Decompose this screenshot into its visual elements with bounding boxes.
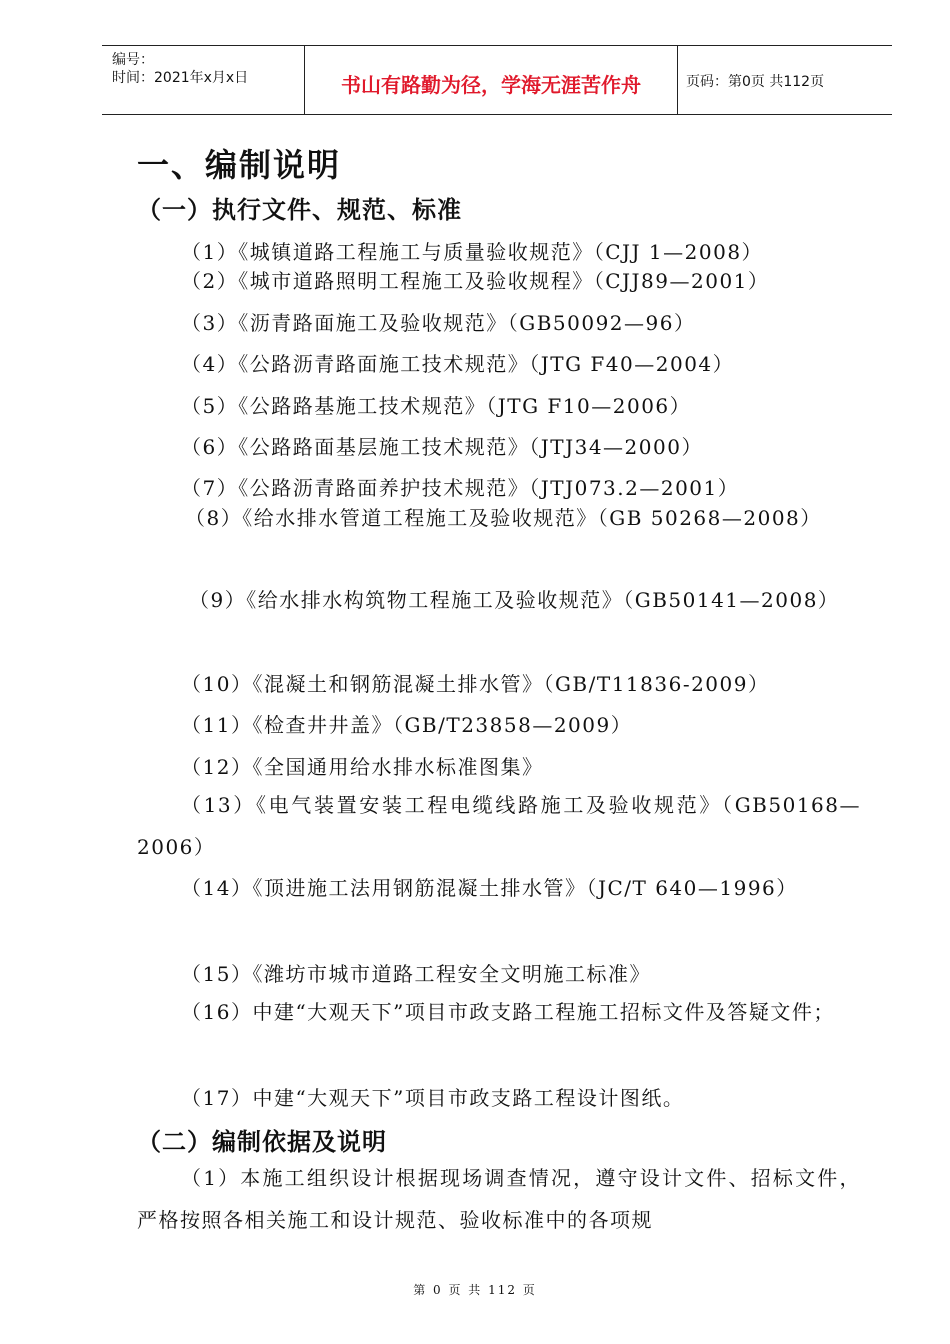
list-item: （2）《城市道路照明工程施工及验收规程》（CJJ89—2001） — [181, 269, 770, 293]
list-item: （16）中建“大观天下”项目市政支路工程施工招标文件及答疑文件； — [181, 1000, 835, 1024]
header-motto: 书山有路勤为径，学海无涯苦作舟 — [341, 73, 641, 97]
section-paragraph: （1）本施工组织设计根据现场调查情况，遵守设计文件、招标文件，严格按照各相关施工和设计规范、验收标准中的各项规 — [137, 1166, 861, 1232]
list-item: （10）《混凝土和钢筋混凝土排水管》（GB/T11836-2009） — [181, 672, 770, 696]
page-header — [102, 45, 892, 115]
list-item: （17）中建“大观天下”项目市政支路工程设计图纸。 — [181, 1086, 685, 1110]
page-title: 一、编制说明 — [137, 146, 342, 184]
header-meta-cell — [102, 46, 302, 114]
document-number-label: 编号： — [112, 52, 154, 68]
list-item: （12）《全国通用给水排水标准图集》 — [181, 755, 544, 779]
section-heading-standards: （一）执行文件、规范、标准 — [137, 196, 462, 224]
header-motto-cell — [304, 46, 678, 114]
list-item: （9）《给水排水构筑物工程施工及验收规范》（GB50141—2008） — [189, 588, 840, 612]
list-item: （1）《城镇道路工程施工与质量验收规范》（CJJ 1—2008） — [181, 240, 764, 264]
list-item: （13）《电气装置安装工程电缆线路施工及验收规范》（GB50168—2006） — [137, 793, 861, 859]
list-item: （3）《沥青路面施工及验收规范》（GB50092—96） — [181, 311, 696, 335]
list-item: （4）《公路沥青路面施工技术规范》（JTG F40—2004） — [181, 352, 735, 376]
page-footer: 第 0 页 共 112 页 — [413, 1283, 537, 1297]
list-item: （5）《公路路基施工技术规范》（JTG F10—2006） — [181, 394, 692, 418]
header-page-info: 页码：第0页 共112页 — [686, 74, 825, 90]
list-item: （8）《给水排水管道工程施工及验收规范》（GB 50268—2008） — [185, 506, 822, 530]
section-heading-basis: （二）编制依据及说明 — [137, 1128, 387, 1156]
list-item: （7）《公路沥青路面养护技术规范》（JTJ073.2—2001） — [181, 476, 740, 500]
list-item: （14）《顶进施工法用钢筋混凝土排水管》（JC/T 640—1996） — [181, 876, 798, 900]
list-item: （15）《潍坊市城市道路工程安全文明施工标准》 — [181, 962, 651, 986]
header-page-cell — [678, 46, 892, 114]
list-item: （11）《检查井井盖》（GB/T23858—2009） — [181, 713, 633, 737]
list-item: （6）《公路路面基层施工技术规范》（JTJ34—2000） — [181, 435, 703, 459]
document-date-label: 时间：2021年x月x日 — [112, 70, 249, 86]
